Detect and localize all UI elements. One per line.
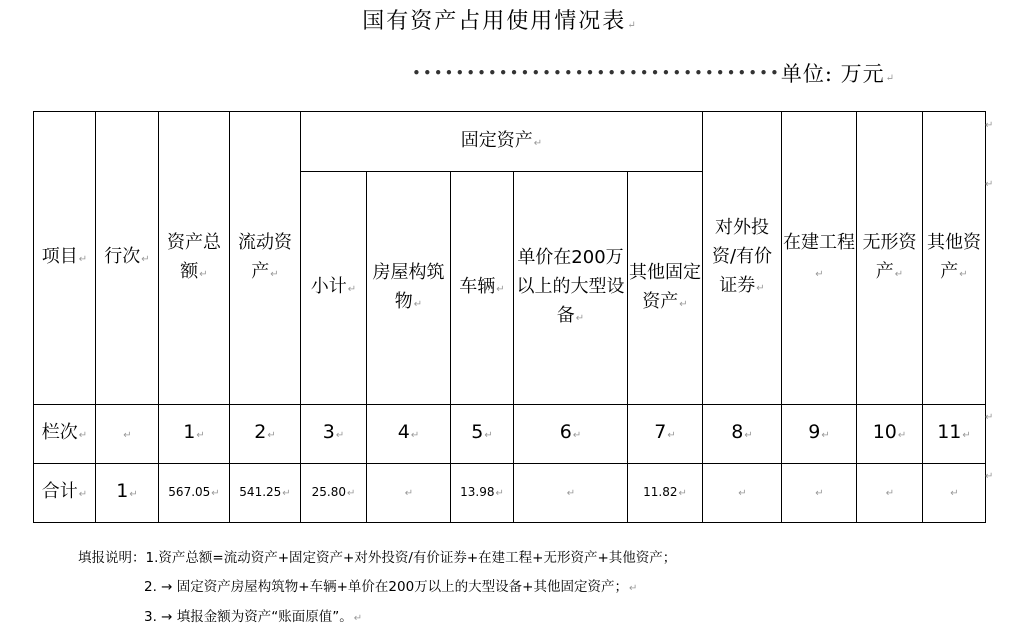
total-cell: ↵ xyxy=(367,464,451,523)
index-label: 栏次↵ xyxy=(34,405,96,464)
index-cell: 1↵ xyxy=(159,405,230,464)
header-fixed-assets-group: 固定资产↵ xyxy=(301,112,703,172)
paragraph-mark-icon: ↵ xyxy=(985,471,994,482)
header-item: 项目↵ xyxy=(34,112,96,405)
header-current-assets: 流动资产↵ xyxy=(230,112,301,405)
asset-usage-table xyxy=(33,111,986,523)
paragraph-mark-icon: ↵ xyxy=(885,73,894,84)
index-cell: 3↵ xyxy=(301,405,367,464)
note-line: 2. → 固定资产房屋构筑物+车辆+单价在200万以上的大型设备+其他固定资产；↵ xyxy=(144,579,638,595)
index-cell: 2↵ xyxy=(230,405,301,464)
header-subtotal: 小计↵ xyxy=(301,172,367,405)
note-line: 3. → 填报金额为资产“账面原值”。↵ xyxy=(144,609,363,625)
index-cell: 9↵ xyxy=(782,405,857,464)
index-cell: 4↵ xyxy=(367,405,451,464)
total-row-no: 1↵ xyxy=(96,464,159,523)
paragraph-mark-icon: ↵ xyxy=(985,120,994,131)
total-cell: ↵ xyxy=(782,464,857,523)
index-row-no: ↵ xyxy=(96,405,159,464)
header-other-fixed: 其他固定资产↵ xyxy=(628,172,703,405)
filling-notes xyxy=(78,544,676,633)
table-row-index xyxy=(34,405,986,464)
paragraph-mark-icon: ↵ xyxy=(985,179,994,190)
table-row-total xyxy=(34,464,986,523)
total-cell: 11.82↵ xyxy=(628,464,703,523)
total-cell: 541.25↵ xyxy=(230,464,301,523)
total-cell: 25.80↵ xyxy=(301,464,367,523)
unit-label: 单位: 万元 xyxy=(780,62,885,86)
header-row-no: 行次↵ xyxy=(96,112,159,405)
paragraph-mark-icon: ↵ xyxy=(985,412,994,423)
index-cell: 10↵ xyxy=(857,405,923,464)
index-cell: 8↵ xyxy=(703,405,782,464)
unit-line xyxy=(412,58,894,88)
total-cell: ↵ xyxy=(857,464,923,523)
total-cell: 13.98↵ xyxy=(451,464,514,523)
index-cell: 6↵ xyxy=(514,405,628,464)
header-construction: 在建工程↵ xyxy=(782,112,857,405)
index-cell: 5↵ xyxy=(451,405,514,464)
total-cell: ↵ xyxy=(514,464,628,523)
total-cell: ↵ xyxy=(703,464,782,523)
header-other-assets: 其他资产↵ xyxy=(923,112,986,405)
page-title: 国有资产占用使用情况表↵ xyxy=(362,9,638,34)
index-cell: 11↵ xyxy=(923,405,986,464)
header-large-equipment: 单价在200万以上的大型设备↵ xyxy=(514,172,628,405)
header-intangible: 无形资产↵ xyxy=(857,112,923,405)
header-investment: 对外投资/有价证券↵ xyxy=(703,112,782,405)
header-vehicles: 车辆↵ xyxy=(451,172,514,405)
paragraph-mark-icon: ↵ xyxy=(627,20,638,31)
total-label: 合计↵ xyxy=(34,464,96,523)
header-total-assets: 资产总额↵ xyxy=(159,112,230,405)
header-buildings: 房屋构筑物↵ xyxy=(367,172,451,405)
note-line: 填报说明：1.资产总额=流动资产+固定资产+对外投资/有价证券+在建工程+无形资产+其他资产； xyxy=(78,550,677,566)
index-cell: 7↵ xyxy=(628,405,703,464)
total-cell: ↵ xyxy=(923,464,986,523)
unit-leader-dots: •••••••••••••••••••••••••••••••••• xyxy=(412,64,781,82)
total-cell: 567.05↵ xyxy=(159,464,230,523)
